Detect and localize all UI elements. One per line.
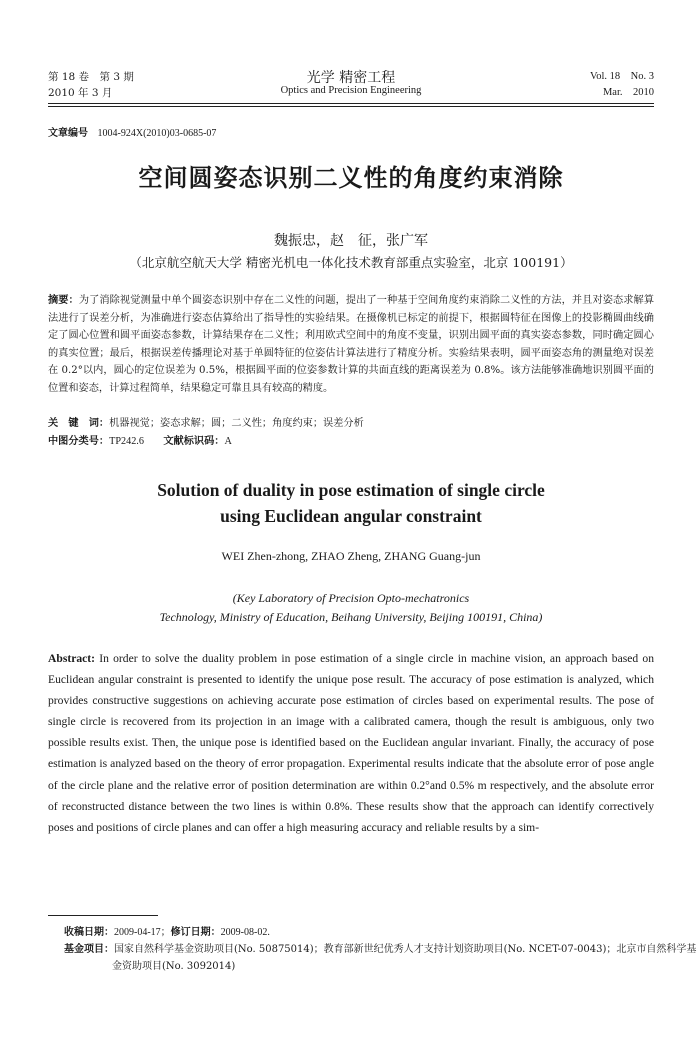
fund-label: 基金项目： bbox=[64, 944, 114, 955]
title-en-line1: Solution of duality in pose estimation of single circle bbox=[157, 480, 545, 500]
abstract-cn bbox=[48, 292, 654, 398]
abstract-cn-text: 为了消除视觉测量中单个圆姿态识别中存在二义性的问题，提出了一种基于空间角度约束消除二义性的方法，并且对姿态求解算法进行了误差分析，为准确进行姿态估算给出了指导性的实验结果。在摄像机已标定的前提下，根据圆特征在图像上的投影椭圆曲线确定了圆心位置和圆平面姿态参数，计算结果存在二义性；利用欧式空间中的角度不变量，识别出圆平面的真实姿态参数，同时确定圆心的真实位置；最后，根据误差传播理论对基于单圆特征的位姿估计算法进行了精度分析。实验结果表明，圆平面姿态角的测量绝对误差在 0.2°以内，圆心的定位误差为 0.5%，根据圆平面的位姿参数计算的共面直线的距离误差为 0.8%。该方法能够准确地识别圆平面的位置和姿态，计算过程简单，结果稳定可靠且具有较高的精度。 bbox=[48, 295, 655, 394]
doc-code-label: 文献标识码： bbox=[163, 436, 225, 447]
authors-en: WEI Zhen-zhong, ZHAO Zheng, ZHANG Guang-jun bbox=[221, 549, 481, 563]
footnote-fund bbox=[64, 941, 700, 975]
revised-label: 修订日期： bbox=[170, 927, 221, 938]
received-label: 收稿日期： bbox=[64, 927, 114, 938]
affiliation-cn: （北京航空航天大学 精密光机电一体化技术教育部重点实验室，北京 100191） bbox=[129, 255, 573, 270]
header-journal-cn: 光学 精密工程 bbox=[306, 70, 396, 86]
abstract-en-label: Abstract: bbox=[48, 652, 96, 665]
abstract-cn-label: 摘要： bbox=[48, 295, 79, 306]
article-number-value: 1004-924X(2010)03-0685-07 bbox=[97, 128, 217, 139]
doc-code-value: A bbox=[224, 436, 232, 447]
header-date-cn: 2010 年 3 月 bbox=[48, 87, 113, 99]
header-volume-issue-cn: 第 18 卷 第 3 期 bbox=[48, 71, 134, 83]
keywords-cn bbox=[48, 415, 654, 433]
clc-label: 中图分类号： bbox=[48, 436, 110, 447]
article-number bbox=[48, 124, 216, 139]
header-journal-en: Optics and Precision Engineering bbox=[280, 85, 422, 96]
header-date-en: Mar. 2010 bbox=[602, 87, 654, 98]
abstract-en bbox=[48, 648, 654, 838]
article-number-label: 文章编号 bbox=[48, 128, 88, 139]
title-en-line2: using Euclidean angular constraint bbox=[220, 506, 482, 526]
affiliation-en-line1: (Key Laboratory of Precision Opto-mechatronics bbox=[232, 591, 470, 605]
title-cn: 空间圆姿态识别二义性的角度约束消除 bbox=[138, 164, 564, 192]
header-volume-issue-en: Vol. 18 No. 3 bbox=[590, 71, 654, 82]
revised-value: 2009-08-02. bbox=[220, 927, 270, 938]
fund-value: 国家自然科学基金资助项目(No. 50875014)；教育部新世纪优秀人才支持计划资助项目(No. NCET-07-0043)；北京市自然科学基金资助项目(No. 3092014) bbox=[112, 944, 697, 972]
header-rule-bottom bbox=[48, 106, 654, 107]
abstract-en-text: In order to solve the duality problem in pose estimation of a single circle in machine vision, an approach based on Euclidean angular constraint is presented to identify the unique pose result. The accuracy of pose estimation is analyzed, which provides constructive suggestions on achieving accurate pose estimation of circles based on experimental results. The pose of single circle is recovered from its projection in an image with a calibrated camera, though the result is ambiguous, only two possible results exist. Then, the unique pose is identified based on the Euclidean angular invariant. Finally, the accuracy of pose estimation is analyzed based on the theory of error propagation. Experimental results indicate that the absolute error of pose angle of the circle plane and the relative error of position determination are within 0.2°and 0.5% m respectively, and the absolute error of reconstructed distance between the two lines is within 0.8%. These results show that the approach can identify correctively poses and positions of circle planes and can offer a high measuring accuracy and reliable results by a sim- bbox=[48, 652, 655, 834]
classification bbox=[48, 433, 654, 451]
keywords-cn-text: 机器视觉；姿态求解；圆；二义性；角度约束；误差分析 bbox=[109, 418, 364, 429]
affiliation-en-line2: Technology, Ministry of Education, Beihang University, Beijing 100191, China) bbox=[159, 610, 543, 624]
keywords-cn-label: 关 键 词： bbox=[48, 418, 110, 429]
clc-value: TP242.6 bbox=[109, 436, 144, 447]
footnote-rule bbox=[48, 915, 158, 916]
received-value: 2009-04-17； bbox=[114, 927, 171, 938]
footnote-dates bbox=[64, 924, 654, 941]
header-rule-top bbox=[48, 103, 654, 104]
authors-cn: 魏振忠，赵 征，张广军 bbox=[274, 233, 428, 249]
